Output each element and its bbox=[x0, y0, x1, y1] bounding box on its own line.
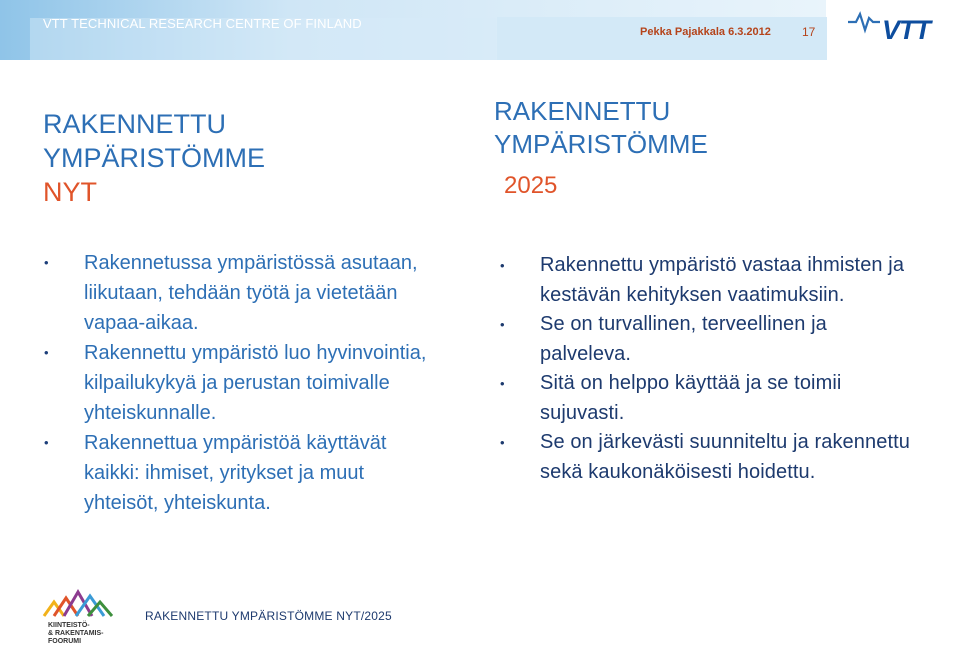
forum-line2: & RAKENTAMIS- bbox=[48, 630, 104, 637]
right-bullet-list bbox=[500, 251, 920, 487]
bullet-icon: • bbox=[500, 435, 505, 450]
list-item bbox=[500, 428, 920, 487]
page-number: 17 bbox=[802, 25, 816, 39]
list-item bbox=[500, 251, 920, 310]
right-title-line2: YMPÄRISTÖMME bbox=[494, 129, 708, 159]
list-item bbox=[44, 428, 444, 518]
forum-logo-text bbox=[48, 622, 138, 646]
bullet-text: Sitä on helppo käyttää ja se toimii sujuvasti. bbox=[540, 372, 842, 424]
forum-line1: KIINTEISTÖ- bbox=[48, 622, 90, 629]
bullet-icon: • bbox=[500, 258, 505, 273]
list-item bbox=[500, 310, 920, 369]
bullet-icon: • bbox=[44, 435, 49, 450]
right-title-line1: RAKENNETTU bbox=[494, 96, 671, 126]
vtt-logo-icon bbox=[846, 8, 946, 42]
forum-line3: FOORUMI bbox=[48, 638, 82, 645]
left-title-sub: NYT bbox=[43, 177, 97, 207]
right-title bbox=[494, 95, 894, 202]
bullet-icon: • bbox=[500, 376, 505, 391]
bullet-text: Rakennettu ympäristö vastaa ihmisten ja kestävän kehityksen vaatimuksiin. bbox=[540, 254, 905, 306]
left-title-line1: RAKENNETTU bbox=[43, 109, 227, 139]
author-date: Pekka Pajakkala 6.3.2012 bbox=[640, 26, 771, 38]
left-bullet-list bbox=[44, 248, 444, 518]
right-title-sub: 2025 bbox=[504, 172, 558, 199]
bullet-text: Rakennettua ympäristöä käyttävät kaikki: ihmiset, yritykset ja muut yhteisöt, yhteiskunta. bbox=[84, 432, 387, 514]
bullet-text: Se on turvallinen, terveellinen ja palveleva. bbox=[540, 313, 827, 365]
bullet-icon: • bbox=[44, 345, 49, 360]
list-item bbox=[500, 369, 920, 428]
left-title-line2: YMPÄRISTÖMME bbox=[43, 143, 266, 173]
bullet-text: Rakennettu ympäristö luo hyvinvointia, kilpailukykyä ja perustan toimivalle yhteiskunnalle. bbox=[84, 342, 427, 424]
svg-text:VTT: VTT bbox=[882, 15, 930, 42]
header-mid-panel bbox=[497, 17, 827, 60]
left-title bbox=[43, 107, 403, 209]
list-item bbox=[44, 338, 444, 428]
list-item bbox=[44, 248, 444, 338]
bullet-icon: • bbox=[44, 255, 49, 270]
bullet-icon: • bbox=[500, 317, 505, 332]
bullet-text: Rakennetussa ympäristössä asutaan, liikutaan, tehdään työtä ja vietetään vapaa-aikaa. bbox=[84, 252, 418, 334]
footer-caption: RAKENNETTU YMPÄRISTÖMME NYT/2025 bbox=[145, 609, 392, 623]
organization-name: VTT TECHNICAL RESEARCH CENTRE OF FINLAND bbox=[43, 16, 362, 31]
bullet-text: Se on järkevästi suunniteltu ja rakennettu sekä kaukonäköisesti hoidettu. bbox=[540, 431, 910, 483]
